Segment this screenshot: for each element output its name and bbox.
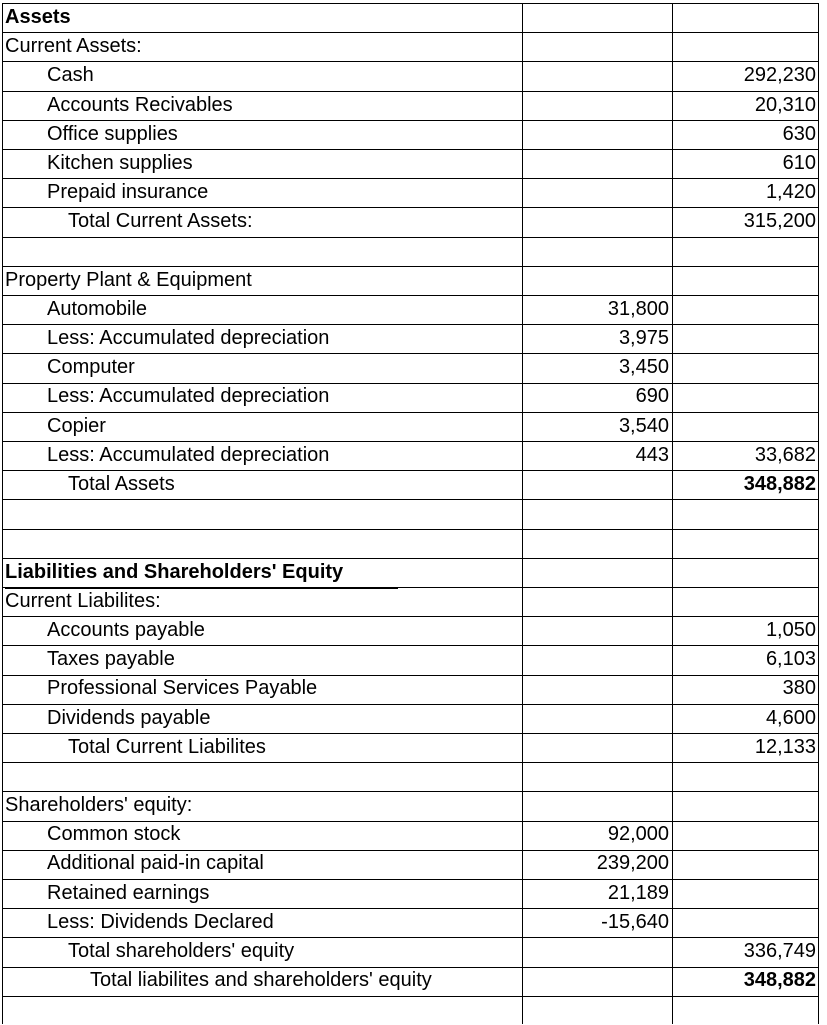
line-item-amount[interactable]: 3,975 <box>618 327 669 350</box>
line-item-label[interactable]: Taxes payable <box>47 648 175 671</box>
sheet-row <box>2 382 819 411</box>
sheet-row <box>2 704 819 733</box>
empty-cell[interactable] <box>522 207 672 236</box>
empty-cell[interactable] <box>522 120 672 149</box>
sheet-row <box>2 120 819 149</box>
line-item-amount[interactable]: 4,600 <box>765 706 816 729</box>
empty-cell[interactable] <box>672 558 819 587</box>
empty-cell[interactable] <box>522 61 672 90</box>
empty-cell[interactable] <box>672 295 819 324</box>
empty-cell[interactable] <box>672 791 819 820</box>
current-assets-heading[interactable]: Current Assets: <box>5 35 142 58</box>
total-current-assets-label[interactable]: Total Current Assets: <box>68 210 253 233</box>
empty-cell[interactable] <box>672 995 819 1024</box>
empty-cell[interactable] <box>522 237 672 266</box>
empty-cell[interactable] <box>672 820 819 849</box>
line-item-label[interactable]: Cash <box>47 64 94 87</box>
line-item-label[interactable]: Copier <box>47 414 106 437</box>
empty-cell[interactable] <box>672 849 819 878</box>
sheet-row <box>2 674 819 703</box>
line-item-label[interactable]: Less: Accumulated depreciation <box>47 385 330 408</box>
liabilities-heading[interactable]: Liabilities and Shareholders' Equity <box>5 560 344 583</box>
sheet-row <box>2 149 819 178</box>
sheet-row <box>2 937 819 966</box>
line-item-label[interactable]: Accounts payable <box>47 618 205 641</box>
sheet-row <box>2 995 819 1024</box>
line-item-label[interactable]: Dividends payable <box>47 706 211 729</box>
ppe-heading[interactable]: Property Plant & Equipment <box>5 268 252 291</box>
empty-cell[interactable] <box>522 966 672 995</box>
empty-cell[interactable] <box>522 645 672 674</box>
total-assets-amount[interactable]: 348,882 <box>743 473 816 495</box>
sheet-row <box>2 528 819 557</box>
line-item-amount[interactable]: 443 <box>635 443 669 466</box>
line-item-amount[interactable]: 380 <box>782 677 816 700</box>
sheet-row <box>2 908 819 937</box>
empty-cell[interactable] <box>522 674 672 703</box>
line-item-amount[interactable]: 239,200 <box>596 852 669 875</box>
line-item-amount[interactable]: 20,310 <box>754 93 816 116</box>
total-liabilities-equity-label[interactable]: Total liabilites and shareholders' equity <box>90 969 432 992</box>
line-item-amount[interactable]: 690 <box>635 385 669 408</box>
empty-cell[interactable] <box>522 178 672 207</box>
sheet-row <box>2 178 819 207</box>
sheet-row <box>2 966 819 995</box>
line-item-label[interactable]: Kitchen supplies <box>47 151 193 174</box>
empty-cell[interactable] <box>672 587 819 616</box>
empty-cell[interactable] <box>2 528 522 557</box>
total-current-liabilities-label[interactable]: Total Current Liabilites <box>68 735 266 758</box>
line-item-amount[interactable]: 292,230 <box>743 64 816 87</box>
empty-cell[interactable] <box>672 3 819 32</box>
line-item-amount[interactable]: 6,103 <box>765 648 816 671</box>
empty-cell[interactable] <box>672 528 819 557</box>
empty-cell[interactable] <box>522 937 672 966</box>
line-item-label[interactable]: Less: Accumulated depreciation <box>47 443 330 466</box>
empty-cell[interactable] <box>672 32 819 61</box>
empty-cell[interactable] <box>2 762 522 791</box>
sheet-row <box>2 412 819 441</box>
sheet-row <box>2 879 819 908</box>
empty-cell[interactable] <box>522 470 672 499</box>
sheet-row <box>2 237 819 266</box>
empty-cell[interactable] <box>2 237 522 266</box>
sheet-row <box>2 324 819 353</box>
empty-cell[interactable] <box>522 791 672 820</box>
sheet-row <box>2 91 819 120</box>
empty-cell[interactable] <box>672 412 819 441</box>
line-item-amount[interactable]: 1,420 <box>765 181 816 204</box>
empty-cell[interactable] <box>522 91 672 120</box>
line-item-label[interactable]: Additional paid-in capital <box>47 852 264 875</box>
sheet-row <box>2 441 819 470</box>
empty-cell[interactable] <box>672 762 819 791</box>
empty-cell[interactable] <box>2 499 522 528</box>
total-current-assets-amount[interactable]: 315,200 <box>743 210 816 233</box>
empty-cell[interactable] <box>522 558 672 587</box>
total-shareholders-equity-label[interactable]: Total shareholders' equity <box>68 940 295 962</box>
empty-cell[interactable] <box>522 499 672 528</box>
sheet-row <box>2 645 819 674</box>
empty-cell[interactable] <box>672 353 819 382</box>
line-item-amount[interactable]: 31,800 <box>607 297 669 320</box>
ppe-net-total[interactable]: 33,682 <box>754 443 816 466</box>
sheet-row <box>2 470 819 499</box>
line-item-label[interactable]: Automobile <box>47 297 148 320</box>
line-item-label[interactable]: Less: Accumulated depreciation <box>47 327 330 350</box>
empty-cell[interactable] <box>522 733 672 762</box>
empty-cell[interactable] <box>2 995 522 1024</box>
line-item-amount[interactable]: 92,000 <box>607 823 669 846</box>
sheet-row <box>2 3 819 32</box>
empty-cell[interactable] <box>522 995 672 1024</box>
empty-cell[interactable] <box>522 266 672 295</box>
line-item-label[interactable]: Professional Services Payable <box>47 677 318 700</box>
empty-cell[interactable] <box>522 616 672 645</box>
line-item-label[interactable]: Computer <box>47 356 135 379</box>
sheet-row <box>2 791 819 820</box>
balance-sheet <box>2 3 819 1025</box>
sheet-row <box>2 266 819 295</box>
sheet-row <box>2 207 819 236</box>
total-current-liabilities-amount[interactable]: 12,133 <box>754 735 816 758</box>
shareholders-equity-heading[interactable]: Shareholders' equity: <box>5 794 193 817</box>
total-assets-label[interactable]: Total Assets <box>68 473 175 495</box>
sheet-row <box>2 558 819 587</box>
empty-cell[interactable] <box>672 499 819 528</box>
empty-cell[interactable] <box>522 704 672 733</box>
assets-heading[interactable]: Assets <box>5 6 71 28</box>
heading-underline <box>5 588 398 589</box>
empty-cell[interactable] <box>522 32 672 61</box>
sheet-row <box>2 762 819 791</box>
line-item-amount[interactable]: 630 <box>782 122 816 145</box>
line-item-label[interactable]: Prepaid insurance <box>47 181 209 204</box>
empty-cell[interactable] <box>672 908 819 937</box>
line-item-label[interactable]: Common stock <box>47 823 181 846</box>
empty-cell[interactable] <box>672 879 819 908</box>
empty-cell[interactable] <box>672 324 819 353</box>
line-item-amount[interactable]: 3,540 <box>618 414 669 437</box>
current-liabilities-heading[interactable]: Current Liabilites: <box>5 589 161 612</box>
sheet-row <box>2 616 819 645</box>
line-item-amount[interactable]: 1,050 <box>765 618 816 641</box>
sheet-row <box>2 295 819 324</box>
line-item-amount[interactable]: -15,640 <box>601 910 669 933</box>
empty-cell[interactable] <box>522 3 672 32</box>
sheet-row <box>2 849 819 878</box>
sheet-row <box>2 353 819 382</box>
sheet-row <box>2 32 819 61</box>
line-item-label[interactable]: Accounts Recivables <box>47 93 233 116</box>
total-liabilities-equity-amount[interactable]: 348,882 <box>743 969 816 992</box>
empty-cell[interactable] <box>522 149 672 178</box>
sheet-row <box>2 733 819 762</box>
sheet-row <box>2 61 819 90</box>
line-item-label[interactable]: Office supplies <box>47 122 178 145</box>
empty-cell[interactable] <box>522 587 672 616</box>
total-shareholders-equity-amount[interactable]: 336,749 <box>743 940 816 962</box>
empty-cell[interactable] <box>672 382 819 411</box>
line-item-amount[interactable]: 610 <box>782 151 816 174</box>
sheet-row <box>2 820 819 849</box>
line-item-amount[interactable]: 3,450 <box>618 356 669 379</box>
empty-cell[interactable] <box>522 762 672 791</box>
sheet-row <box>2 587 819 616</box>
empty-cell[interactable] <box>522 528 672 557</box>
sheet-row <box>2 499 819 528</box>
line-item-label[interactable]: Less: Dividends Declared <box>47 910 274 933</box>
empty-cell[interactable] <box>672 266 819 295</box>
line-item-label[interactable]: Retained earnings <box>47 881 210 904</box>
line-item-amount[interactable]: 21,189 <box>607 881 669 904</box>
empty-cell[interactable] <box>672 237 819 266</box>
